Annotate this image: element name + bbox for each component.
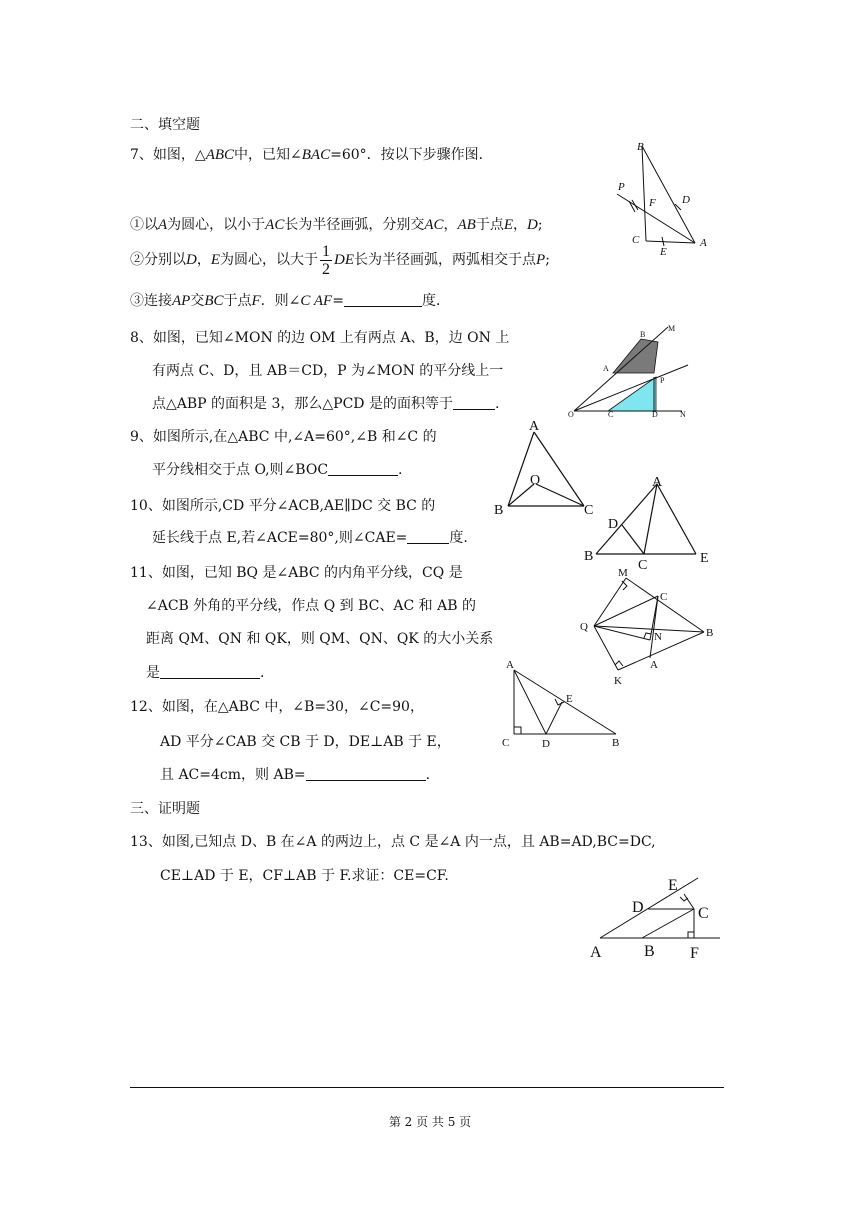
q11-line2: ∠ACB 外角的平分线，作点 Q 到 BC、AC 和 AB 的 [146, 598, 476, 614]
label-D: D [608, 517, 619, 532]
q8-line1: 8、如图，已知∠MON 的边 OM 上有两点 A、B，边 ON 上 [130, 330, 510, 346]
q11-line3: 距离 QM、QN 和 QK，则 QM、QN、QK 的大小关系 [146, 631, 494, 647]
q7-figure [612, 138, 722, 258]
q12-line3: 且 AC=4cm，则 AB= . [160, 767, 431, 783]
fraction-one-half: $\frac{1}{2}$ [322, 242, 331, 278]
label-A: A [652, 475, 663, 490]
label-F: F [649, 197, 656, 209]
label-A: A [506, 659, 514, 671]
q10-figure [582, 470, 722, 573]
q12-figure [500, 656, 630, 750]
q8-figure [568, 325, 694, 417]
answer-blank[interactable] [453, 395, 495, 410]
label-N: N [680, 410, 686, 419]
label-B: B [584, 549, 594, 564]
label-C: C [502, 737, 510, 749]
label-A: A [590, 944, 602, 961]
section-heading-proof: 三、证明题 [130, 801, 200, 817]
q11-line1: 11、如图，已知 BQ 是∠ABC 的内角平分线，CQ 是 [130, 565, 463, 581]
label-M: M [618, 567, 628, 579]
footer-rule [130, 1087, 724, 1088]
label-K: K [614, 675, 622, 687]
q12-line2: AD 平分∠CAB 交 CB 于 D，DE⊥AB 于 E， [160, 734, 451, 750]
q10-line1: 10、如图所示,CD 平分∠ACB,AE∥DC 交 BC 的 [130, 498, 436, 514]
label-A: A [529, 419, 540, 434]
label-O: O [530, 473, 541, 488]
q12-line1: 12、如图，在△ABC 中，∠B=30，∠C=90， [130, 699, 424, 715]
label-D: D [542, 738, 550, 750]
label-E: E [668, 877, 678, 894]
answer-blank[interactable] [407, 529, 449, 544]
label-E: E [566, 693, 573, 705]
q7-step1: ①以A为圆心，以小于AC长为半径画弧，分别交AC，AB于点E，D; [130, 217, 543, 233]
label-A: A [603, 364, 609, 373]
answer-blank[interactable] [160, 664, 260, 679]
q13-figure [584, 872, 724, 962]
label-F: F [690, 945, 699, 962]
answer-blank[interactable] [328, 461, 398, 476]
label-O: O [568, 410, 574, 419]
label-M: M [668, 324, 676, 333]
label-C: C [632, 234, 640, 246]
label-Q: Q [580, 621, 588, 633]
q13-line1: 13、如图,已知点 D、B 在∠A 的两边上，点 C 是∠A 内一点，且 AB=AD,BC=DC, [130, 834, 656, 850]
label-B: B [494, 503, 504, 518]
answer-blank[interactable] [306, 766, 426, 781]
label-C: C [660, 591, 668, 603]
page-footer: 第 2 页 共 5 页 [388, 1115, 472, 1129]
answer-blank[interactable] [344, 292, 422, 307]
q9-line2: 平分线相交于点 O,则∠BOC . [152, 462, 403, 478]
label-C: C [584, 503, 594, 518]
q8-line3: 点△ABP 的面积是 3，那么△PCD 是的面积等于 . [152, 396, 500, 412]
label-C: C [638, 558, 648, 573]
label-E: E [700, 551, 709, 566]
q13-line2: CE⊥AD 于 E，CF⊥AB 于 F.求证：CE=CF. [160, 868, 449, 884]
label-D: D [652, 410, 658, 419]
label-B: B [640, 330, 646, 339]
label-C: C [608, 410, 614, 419]
label-B: B [644, 943, 655, 960]
label-B: B [637, 141, 644, 153]
q7-step3: ③连接AP交BC于点F．则∠C AF= 度． [130, 293, 450, 309]
q11-line4: 是 . [146, 665, 265, 681]
q7-step2: ②分别以D，E为圆心，以大于 $\frac{1}{2}$ DE长为半径画弧，两弧相交于点P; [130, 242, 550, 278]
q9-line1: 9、如图所示,在△ABC 中,∠A=60°,∠B 和∠C 的 [130, 429, 437, 445]
q7-line1: 7、如图，△ABC中，已知∠BAC=60°．按以下步骤作图． [130, 147, 493, 163]
label-A: A [650, 659, 658, 671]
label-D: D [682, 194, 690, 206]
label-B: B [612, 737, 620, 749]
label-N: N [654, 631, 662, 643]
q10-line2: 延长线于点 E,若∠ACE=80°,则∠CAE= 度. [152, 530, 468, 546]
label-P: P [660, 376, 665, 385]
label-B: B [706, 627, 714, 639]
label-D: D [632, 899, 644, 916]
label-E: E [660, 246, 667, 258]
label-C: C [698, 905, 709, 922]
section-heading-fill-in: 二、填空题 [130, 117, 200, 133]
q8-line2: 有两点 C、D，且 AB＝CD，P 为∠MON 的平分线上一 [152, 363, 504, 379]
label-A: A [700, 237, 707, 249]
label-P: P [618, 181, 625, 193]
